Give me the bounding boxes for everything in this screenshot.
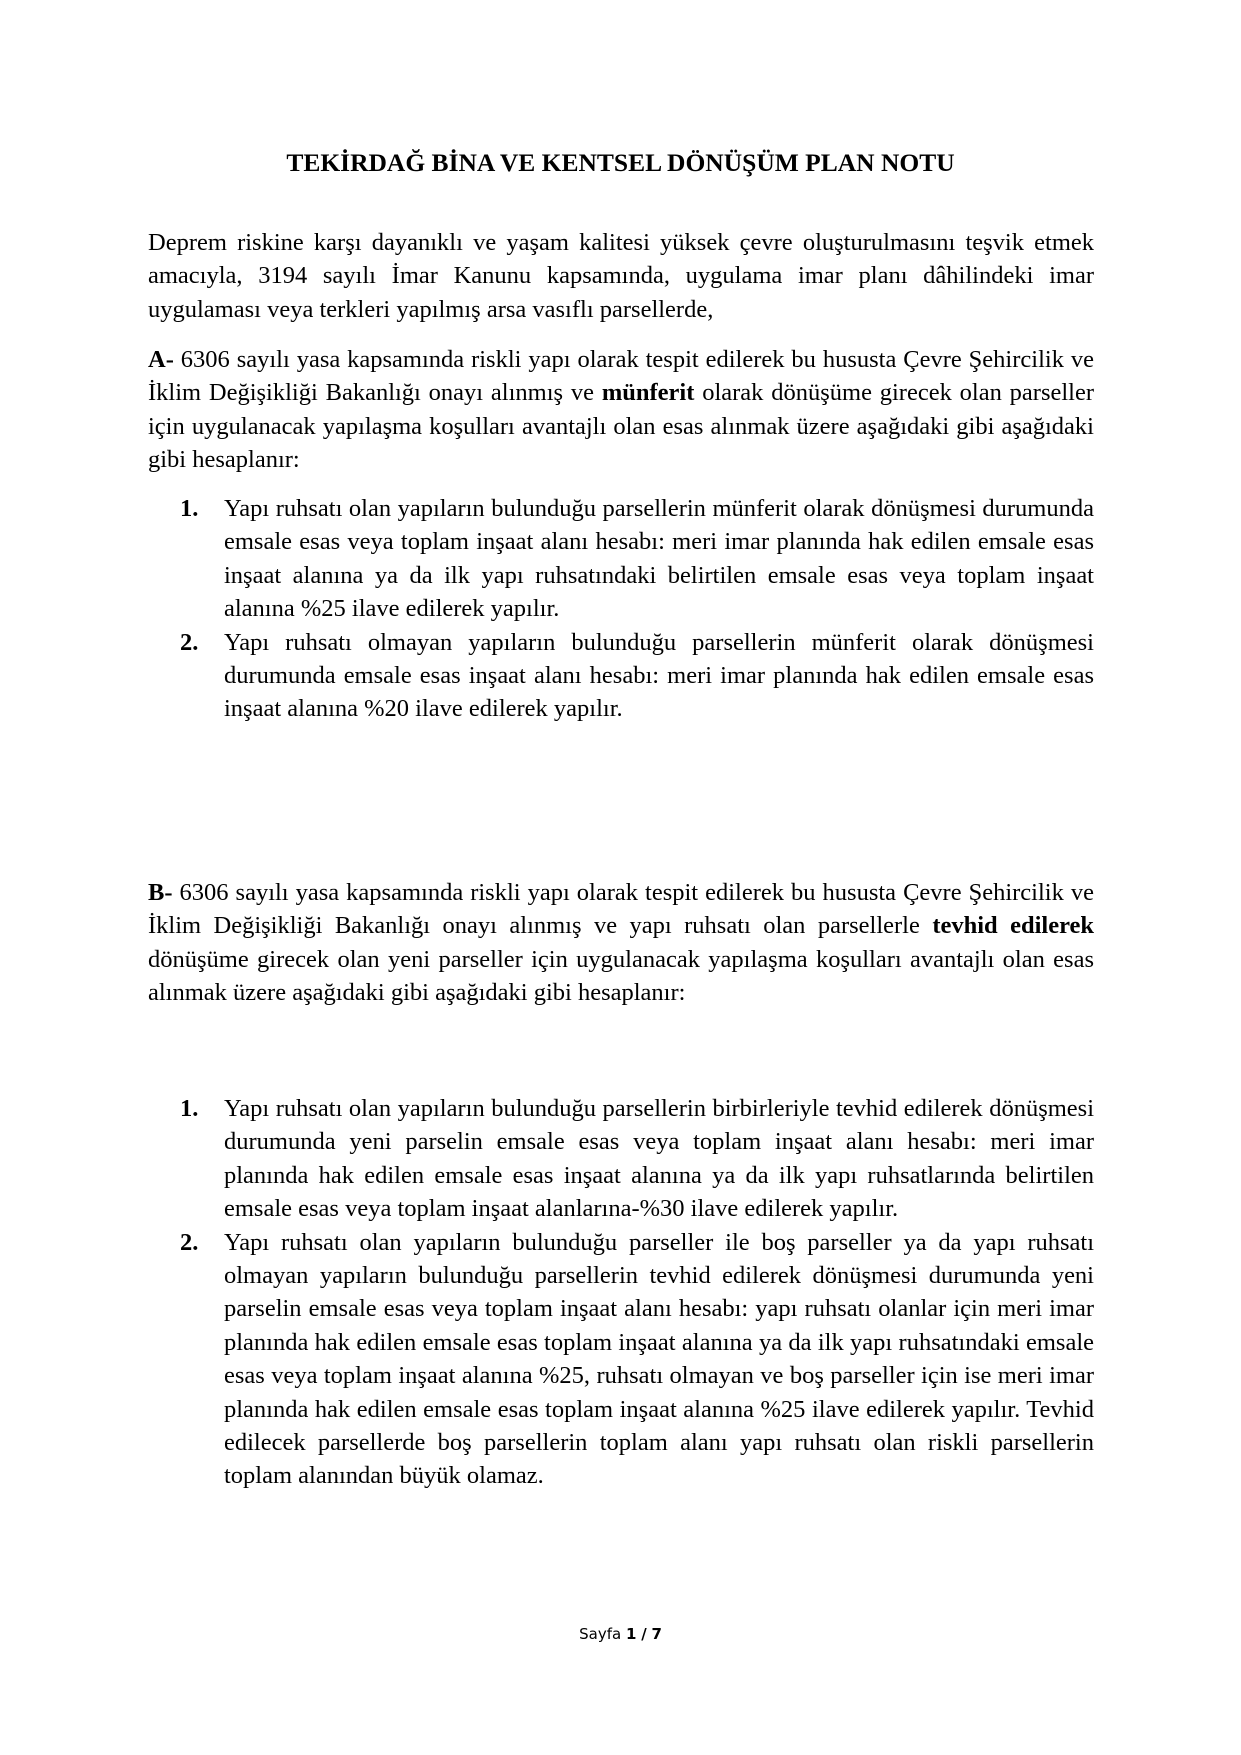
list-number: 1.: [180, 495, 199, 522]
list-item: [180, 626, 1094, 726]
list-number: 2.: [180, 1228, 199, 1256]
section-a-paragraph: [148, 343, 1094, 477]
section-a-label: A-: [148, 346, 174, 373]
list-number: 1.: [180, 1095, 199, 1122]
section-a-list: [180, 492, 1094, 726]
page-label: Sayfa: [579, 1625, 622, 1643]
section-b-text-1: 6306 sayılı yasa kapsamında riskli yapı olarak tespit edilerek bu hususta Çevre Şehircilik ve İklim Değişikliği Bakanlığı onayı alınmış ve yapı ruhsatı olan parsellerle: [148, 879, 1094, 940]
page-separator: /: [641, 1625, 647, 1643]
list-item: [180, 1226, 1094, 1493]
section-b-text-2: dönüşüme girecek olan yeni parseller için uygulanacak yapılaşma koşulları avantajlı olan esas alınmak üzere aşağıdaki gibi aşağıdaki gibi hesaplanır:: [148, 945, 1094, 1007]
total-pages: 7: [651, 1625, 662, 1643]
section-a-text-2: olarak dönüşüme girecek olan parseller için uygulanacak yapılaşma koşulları avantajlı olan esas alınmak üzere aşağıdaki gibi aşağıdaki gibi hesaplanır:: [148, 379, 1094, 474]
list-text: Yapı ruhsatı olan yapıların bulunduğu parsellerin birbirleriyle tevhid edilerek dönüşmesi durumunda yeni parselin emsale esas veya toplam inşaat alanı hesabı: meri imar planında hak edilen emsale esas inşaat alanına ya da ilk yapı ruhsatlarında belirtilen emsale esas veya toplam inşaat alanlarına-%30 ilave edilerek yapılır.: [224, 1095, 1094, 1223]
list-text: Yapı ruhsatı olan yapıların bulunduğu parseller ile boş parseller ya da yapı ruhsatı olmayan yapıların bulunduğu parsellerin tevhid edilerek dönüşmesi durumunda yeni parselin emsale esas veya toplam inşaat alanı hesabı: yapı ruhsatı olanlar için meri imar planında hak edilen emsale esas toplam inşaat alanına ya da ilk yapı ruhsatındaki emsale esas veya toplam inşaat alanına %25, ruhsatı olmayan ve boş parseller için ise meri imar planında hak edilen emsale esas toplam inşaat alanına %25 ilave edilerek yapılır. Tevhid edilecek parsellerde boş parsellerin toplam alanı yapı ruhsatı olan riskli parsellerin toplam alanından büyük olamaz.: [224, 1228, 1094, 1490]
document-title: TEKİRDAĞ BİNA VE KENTSEL DÖNÜŞÜM PLAN NOTU: [286, 148, 955, 177]
list-item: [180, 492, 1094, 626]
section-a-text-1: 6306 sayılı yasa kapsamında riskli yapı olarak tespit edilerek bu hususta Çevre Şehircilik ve İklim Değişikliği Bakanlığı onayı alınmış ve: [148, 346, 1094, 407]
section-b-list: [180, 1092, 1094, 1493]
list-text: Yapı ruhsatı olan yapıların bulunduğu parsellerin münferit olarak dönüşmesi durumunda emsale esas veya toplam inşaat alanı hesabı: meri imar planında hak edilen emsale esas inşaat alanına ya da ilk yapı ruhsatındaki belirtilen emsale esas veya toplam inşaat alanına %25 ilave edilerek yapılır.: [224, 495, 1094, 623]
current-page-number: 1: [625, 1625, 637, 1643]
section-b-paragraph: [148, 876, 1094, 1010]
list-number: 2.: [180, 628, 199, 656]
list-item: [180, 1092, 1094, 1226]
section-b-bold: tevhid edilerek: [932, 912, 1095, 940]
section-b-label: B-: [148, 879, 173, 906]
section-a-bold: münferit: [601, 379, 695, 407]
list-text: Yapı ruhsatı olmayan yapıların bulunduğu parsellerin münferit olarak dönüşmesi durumunda emsale esas inşaat alanı hesabı: meri imar planında hak edilen emsale esas inşaat alanına %20 ilave edilerek yapılır.: [224, 628, 1094, 723]
page-footer: [0, 1625, 1241, 1643]
intro-paragraph: Deprem riskine karşı dayanıklı ve yaşam kalitesi yüksek çevre oluşturulmasını teşvik etmek amacıyla, 3194 sayılı İmar Kanunu kapsamında, uygulama imar planı dâhilindeki imar uygulaması veya terkleri yapılmış arsa vasıflı parsellerde,: [148, 229, 1094, 323]
